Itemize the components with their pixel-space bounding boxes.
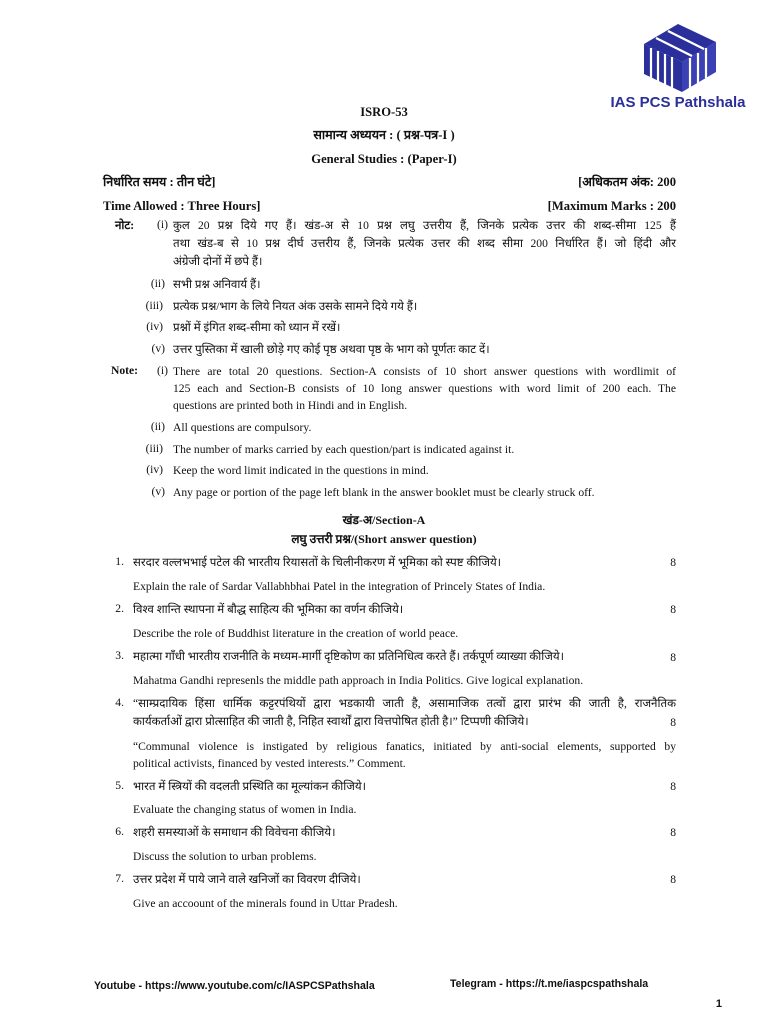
question-english: Give an accoount of the minerals found in Uttar Pradesh. bbox=[133, 897, 398, 910]
page-number: 1 bbox=[715, 998, 722, 1010]
note-english-item: Any page or portion of the page left blank in the answer booklet must be clearly struck off. bbox=[173, 486, 595, 499]
note-hindi-item: उत्तर पुस्तिका में खाली छोड़े गए कोई पृष्ठ अथवा पृष्ठ के भाग को पूर्णतः काट दें। bbox=[173, 343, 490, 356]
note-english-item: All questions are compulsory. bbox=[173, 421, 312, 434]
question-hindi: भारत में स्त्रियों की वदलती प्रस्थिति का मूल्यांकन कीजिये। bbox=[133, 780, 366, 793]
logo-text: IAS PCS Pathshala bbox=[610, 94, 746, 111]
question-number: 2. bbox=[115, 602, 124, 615]
note-english-item: Keep the word limit indicated in the questions in mind. bbox=[173, 464, 429, 477]
question-hindi: उत्तर प्रदेश में पाये जाने वाले खनिजों का विवरण दीजिये। bbox=[133, 873, 361, 886]
note-label-hindi: नोट: bbox=[115, 219, 135, 232]
question-number: 5. bbox=[115, 779, 124, 792]
question-hindi: कार्यकर्ताओं द्वारा प्रोत्साहित की जाती है, निहित स्वार्थों द्वारा वित्तपोषित होती है।” टिप्पणी कीजिये। bbox=[133, 715, 529, 728]
paper-title-english: General Studies : (Paper-I) bbox=[311, 152, 457, 166]
question-number: 3. bbox=[115, 649, 124, 662]
note-hindi-item: अंग्रेजी दोनों में छपे हैं। bbox=[173, 255, 263, 268]
note-english-num: (v) bbox=[151, 485, 165, 498]
question-number: 7. bbox=[115, 872, 124, 885]
logo bbox=[606, 14, 746, 112]
youtube-link[interactable]: Youtube - https://www.youtube.com/c/IASPCSPathshala bbox=[94, 980, 375, 992]
note-hindi-item: प्रश्नों में इंगित शब्द-सीमा को ध्यान में रखें। bbox=[173, 321, 341, 334]
question-english: Mahatma Gandhi represenls the middle path approach in India Politics. Give logical explanation. bbox=[133, 674, 584, 687]
note-english-num: (iii) bbox=[145, 442, 163, 455]
question-hindi: महात्मा गाँधी भारतीय राजनीति के मध्यम-मार्गी दृष्टिकोण का प्रतिनिधित्व करते हैं। तर्कपूर्ण व्याख्या कीजिये। bbox=[133, 650, 564, 663]
note-hindi-num: (iv) bbox=[146, 320, 163, 333]
note-english-item: There are total 20 questions. Section-A consists of 10 short answer questions with wordlimit of bbox=[173, 365, 676, 378]
note-hindi-item: कुल 20 प्रश्न दिये गए हैं। खंड-अ से 10 प्रश्न लघु उत्तरीय हैं, जिनके प्रत्येक उत्तर की शब्द-सीमा 125 हैं bbox=[173, 219, 676, 232]
question-marks: 8 bbox=[670, 556, 676, 569]
question-english: Discuss the solution to urban problems. bbox=[133, 850, 317, 863]
note-hindi-num: (iii) bbox=[145, 299, 163, 312]
note-english-num: (i) bbox=[157, 364, 168, 377]
note-hindi-num: (i) bbox=[157, 218, 168, 231]
question-marks: 8 bbox=[670, 780, 676, 793]
note-english-item: 125 each and Section-B consists of 10 long answer questions with word limit of 200 each. The bbox=[173, 382, 676, 395]
question-english: Explain the rale of Sardar Vallabhbhai Patel in the integration of Princely States of India. bbox=[133, 580, 546, 593]
question-hindi: विश्व शान्ति स्थापना में बौद्ध साहित्य की भूमिका का वर्णन कीजिये। bbox=[133, 603, 404, 616]
note-hindi-item: प्रत्येक प्रश्न/भाग के लिये नियत अंक उसके सामने दिये गये हैं। bbox=[173, 300, 418, 313]
question-english: Evaluate the changing status of women in India. bbox=[133, 803, 357, 816]
question-marks: 8 bbox=[670, 826, 676, 839]
logo-cube-icon bbox=[606, 14, 746, 94]
max-marks-english: [Maximum Marks : 200 bbox=[547, 199, 676, 213]
question-english: political activists, financed by vested interests.” Comment. bbox=[133, 757, 406, 770]
question-number: 1. bbox=[115, 555, 124, 568]
section-title: खंड-अ/Section-A bbox=[342, 513, 426, 527]
note-hindi-item: सभी प्रश्न अनिवार्य हैं। bbox=[173, 278, 261, 291]
question-english: “Communal violence is instigated by religious fanatics, initiated by anti-social elements, supported by bbox=[133, 740, 676, 753]
max-marks-hindi: [अधिकतम अंक: 200 bbox=[578, 175, 676, 189]
note-hindi-num: (v) bbox=[151, 342, 165, 355]
time-allowed-hindi: निर्धारित समय : तीन घंटे] bbox=[103, 175, 216, 189]
note-hindi-num: (ii) bbox=[150, 277, 165, 290]
question-marks: 8 bbox=[670, 716, 676, 729]
question-marks: 8 bbox=[670, 873, 676, 886]
note-english-item: questions are printed both in Hindi and in English. bbox=[173, 399, 408, 412]
note-english-num: (iv) bbox=[146, 463, 163, 476]
paper-code: ISRO-53 bbox=[360, 105, 408, 119]
note-hindi-item: तथा खंड-ब से 10 प्रश्न दीर्घ उत्तरीय हैं, जिनके प्रत्येक उत्तर की शब्द सीमा 200 निर्धारित हैं। जो हिंदी और bbox=[173, 237, 676, 250]
time-allowed-english: Time Allowed : Three Hours] bbox=[103, 199, 261, 213]
question-number: 4. bbox=[115, 696, 124, 709]
section-subtitle: लघु उत्तरी प्रश्न/(Short answer question) bbox=[291, 532, 477, 546]
note-english-num: (ii) bbox=[150, 420, 165, 433]
question-hindi: सरदार वल्लभभाई पटेल की भारतीय रियासतों के चिलीनीकरण में भूमिका को स्पष्ट कीजिये। bbox=[133, 556, 502, 569]
note-label-english: Note: bbox=[111, 364, 139, 377]
question-hindi: “साम्प्रदायिक हिंसा धार्मिक कट्टरपंथियों द्वारा भडकायी जाती है, असामाजिक तत्वों द्वारा प्रारंभ की जाती है, राजनैतिक bbox=[133, 697, 676, 710]
question-number: 6. bbox=[115, 825, 124, 838]
question-marks: 8 bbox=[670, 603, 676, 616]
note-english-item: The number of marks carried by each question/part is indicated against it. bbox=[173, 443, 515, 456]
question-english: Describe the role of Buddhist literature in the creation of world peace. bbox=[133, 627, 459, 640]
question-hindi: शहरी समस्याओं के समाधान की विवेचना कीजिये। bbox=[133, 826, 336, 839]
telegram-link[interactable]: Telegram - https://t.me/iaspcspathshala bbox=[450, 978, 649, 990]
question-marks: 8 bbox=[670, 651, 676, 664]
paper-title-hindi: सामान्य अध्ययन : ( प्रश्न-पत्र-I ) bbox=[313, 128, 455, 142]
